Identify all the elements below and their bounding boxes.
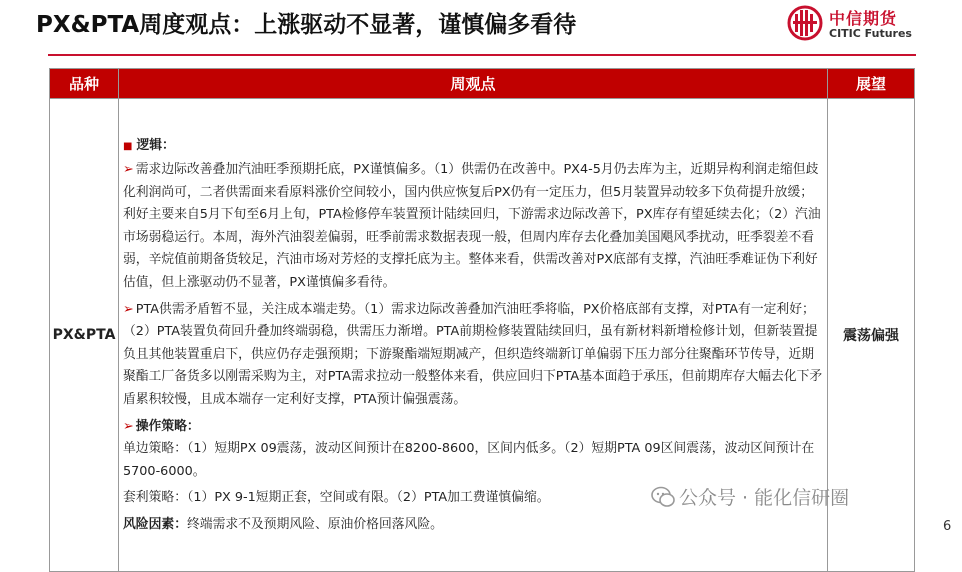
citic-logo-icon [787, 4, 823, 42]
logic-point-2: ➢ PTA供需矛盾暂不显，关注成本端走势。（1）需求边际改善叠加汽油旺季将临，PX价格底部有支撑，对PTA有一定利好；（2）PTA装置负荷回升叠加终端弱稳，供需压力渐增。PTA前期检修装置陆续回归，虽有新材料新增检修计划，但新装置提负且其他装置重启下，供应仍存走强预期；下游聚酯端短期减产，但织造终端新订单偏弱下压力部分往聚酯环节传导，近期聚酯工厂备货多以刚需采购为主，对PTA需求拉动一般整体来看，供应回归下PTA基本面趋于承压，但前期库存大幅去化下矛盾累积较慢，且成本端存一定利好支撑，PTA预计偏强震荡。 [123, 301, 823, 407]
header-variety: 品种 [50, 69, 119, 99]
outlook-cell: 震荡偏强 [828, 99, 915, 572]
logic-point-1: ➢ 需求边际改善叠加汽油旺季预期托底，PX谨慎偏多。（1）供需仍在改善中。PX4-5月仍去库为主，近期异构利润走缩但歧化利润尚可，二者供需面来看原料涨价空间较小，国内供应恢复后PX仍有一定压力，但5月装置异动较多下负荷提升放缓；利好主要来自5月下旬至6月上旬，PTA检修停车装置预计陆续回归，下游需求边际改善下，PX库存有望延续去化；（2）汽油市场弱稳运行。本周，海外汽油裂差偏弱，旺季前需求数据表现一般，但周内库存去化叠加美国飓风季扰动，旺季裂差不看弱，辛烷值前期备货较足，汽油市场对芳烃的支撑托底为主。整体来看，供需改善对PX底部有支撑，汽油旺季难证伪下利好估值，但上涨驱动仍不显著，PX谨慎偏多看待。 [123, 162, 821, 291]
risk-factors: 风险因素：终端需求不及预期风险、原油价格回落风险。 [123, 516, 443, 532]
logo-cn-text: 中信期货 [829, 9, 898, 28]
title-divider [48, 54, 916, 56]
logic-heading: ■ 逻辑： [123, 138, 175, 154]
watermark-text: 公众号 · 能化信研圈 [679, 487, 850, 509]
variety-cell: PX&PTA [50, 99, 119, 572]
page-number: 6 [943, 519, 952, 534]
logo-en-text: CITIC Futures [829, 27, 912, 40]
wechat-icon [651, 486, 675, 508]
header-outlook: 展望 [828, 69, 915, 99]
arrow-bullet-icon: ➢ [123, 418, 134, 434]
table-header-row [50, 69, 915, 99]
page-title: PX&PTA周度观点：上涨驱动不显著，谨慎偏多看待 [36, 12, 577, 38]
single-strategy: 单边策略：（1）短期PX 09震荡，波动区间预计在8200-8600，区间内低多。（2）短期PTA 09区间震荡，波动区间预计在5700-6000。 [123, 441, 815, 479]
arrow-bullet-icon: ➢ [123, 301, 134, 317]
arbitrage-strategy: 套利策略：（1）PX 9-1短期正套，空间或有限。（2）PTA加工费谨慎偏缩。 [123, 490, 550, 506]
company-logo [787, 4, 927, 46]
square-bullet-icon: ■ [123, 141, 133, 153]
header-weekly-view: 周观点 [119, 69, 828, 99]
watermark [651, 483, 849, 510]
arrow-bullet-icon: ➢ [123, 162, 134, 178]
strategy-heading: ➢ 操作策略： [123, 418, 200, 434]
